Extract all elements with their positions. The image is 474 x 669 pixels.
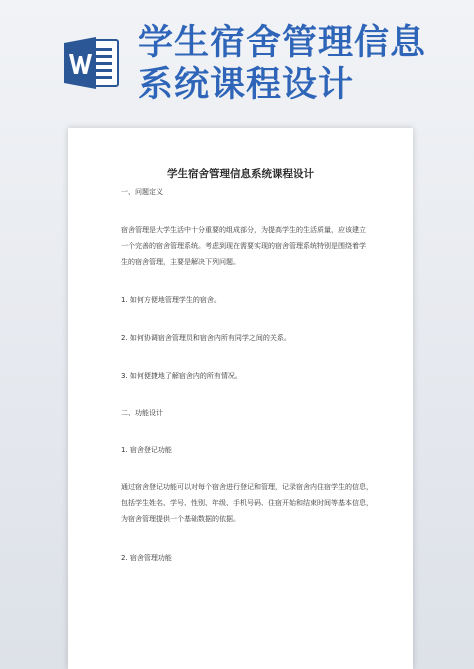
list-item: 3. 如何便捷地了解宿舍内的所有情况。 bbox=[121, 372, 242, 380]
document-page bbox=[68, 128, 413, 669]
subsection-heading: 2. 宿舍管理功能 bbox=[121, 554, 172, 562]
registration-paragraph bbox=[121, 481, 371, 526]
header-title bbox=[138, 22, 468, 106]
section-heading-problem: 一、问题定义 bbox=[121, 188, 163, 196]
intro-line: 宿舍管理是大学生活中十分重要的组成部分，为提高学生的生活质量，应该建立 bbox=[121, 226, 366, 234]
list-item: 1. 如何方便地管理学生的宿舍。 bbox=[121, 296, 221, 304]
intro-paragraph bbox=[121, 224, 371, 269]
word-icon bbox=[62, 34, 120, 92]
list-item: 2. 如何协调宿舍管理员和宿舍内所有同学之间的关系。 bbox=[121, 334, 291, 342]
registration-line: 包括学生姓名、学号、性别、年级、手机号码、住宿开始和结束时间等基本信息， bbox=[121, 499, 373, 507]
registration-line: 为宿舍管理提供一个基础数据的依据。 bbox=[121, 515, 240, 523]
header-title-line-1: 学生宿舍管理信息 bbox=[138, 23, 427, 63]
registration-line: 通过宿舍登记功能可以对每个宿舍进行登记和管理，记录宿舍内住宿学生的信息， bbox=[121, 483, 373, 491]
header bbox=[0, 0, 474, 110]
intro-line: 生的宿舍管理，主要是解决下列问题。 bbox=[121, 258, 240, 266]
header-title-line-2: 系统课程设计 bbox=[138, 65, 355, 105]
document-title: 学生宿舍管理信息系统课程设计 bbox=[167, 168, 314, 180]
subsection-heading: 1. 宿舍登记功能 bbox=[121, 446, 172, 454]
section-heading-function: 二、功能设计 bbox=[121, 409, 163, 417]
intro-line: 一个完善的宿舍管理系统。考虑到现在需要实现的宿舍管理系统特别是围绕着学 bbox=[121, 242, 366, 250]
